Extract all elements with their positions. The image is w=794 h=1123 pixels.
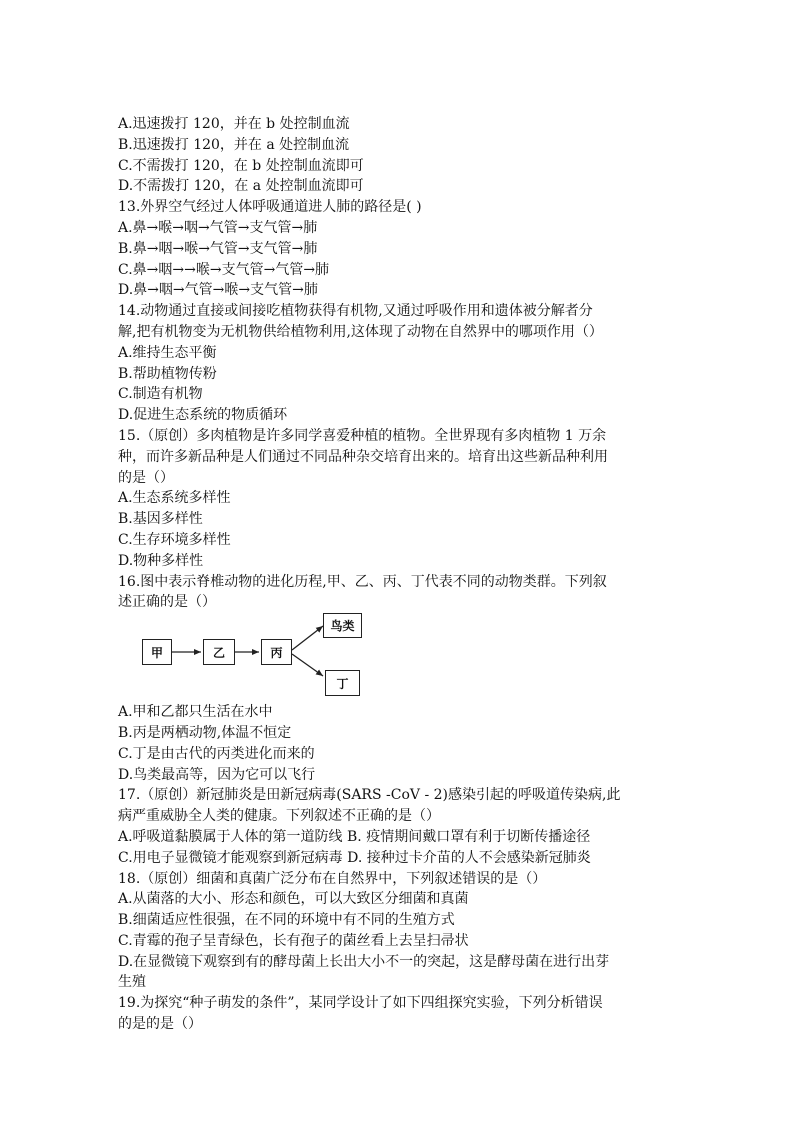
q16-stem-line-2: 述正确的是（） — [118, 594, 216, 611]
q16-option-a: A.甲和乙都只生活在水中 — [118, 704, 273, 721]
q13-option-c: C.鼻→咽→→喉→支气管→气管→肺 — [118, 261, 330, 278]
question-18 — [118, 869, 688, 994]
q16-option-b: B.丙是两栖动物,体温不恒定 — [118, 724, 292, 741]
exam-page — [118, 114, 688, 1035]
q17-stem-line-1: 17.（原创）新冠肺炎是田新冠病毒(SARS -CoV - 2)感染引起的呼吸道传染病,此 — [118, 787, 621, 804]
question-14 — [118, 301, 688, 426]
q15-stem-line-2: 种，而许多新品种是人们通过不同品种杂交培育出来的。培育出这些新品种利用 — [118, 448, 608, 465]
node-ding: 丁 — [325, 670, 360, 696]
q15-option-d: D.物种多样性 — [118, 552, 204, 569]
q12-options — [118, 114, 688, 197]
question-13 — [118, 197, 688, 301]
node-bing: 丙 — [261, 639, 292, 665]
node-niaolei: 鸟类 — [323, 613, 362, 638]
question-17 — [118, 785, 688, 868]
question-19 — [118, 993, 688, 1035]
q13-option-b: B.鼻→咽→喉→气管→支气管→肺 — [118, 240, 318, 257]
arrow-bing-niaolei — [292, 626, 323, 650]
q18-option-a: A.从菌落的大小、形态和颜色，可以大致区分细菌和真菌 — [118, 891, 469, 908]
q14-option-d: D.促进生态系统的物质循环 — [118, 407, 288, 424]
q12-option-a: A.迅速拨打 120，并在 b 处控制血流 — [118, 116, 350, 132]
q15-option-c: C.生存环境多样性 — [118, 531, 231, 548]
q14-stem-line-1: 14.动物通过直接或间接吃植物获得有机物,又通过呼吸作用和遗体被分解者分 — [118, 303, 593, 320]
q17-stem-line-2: 病严重威胁全人类的健康。下列叙述不正确的是（） — [118, 808, 440, 825]
evolution-diagram — [118, 616, 688, 700]
arrow-bing-ding — [292, 654, 323, 676]
q19-stem-line-1: 19.为探究“种子萌发的条件”，某同学设计了如下四组探究实验，下列分析错误 — [118, 995, 603, 1012]
q15-option-a: A.生态系统多样性 — [118, 490, 231, 507]
q14-option-c: C.制造有机物 — [118, 386, 203, 403]
q13-stem: 13.外界空气经过人体呼吸通道进人肺的路径是( ) — [118, 199, 422, 216]
q18-option-b: B.细菌适应性很强，在不同的环境中有不同的生殖方式 — [118, 912, 455, 929]
q15-option-b: B.基因多样性 — [118, 511, 203, 528]
q18-option-d: D.在显微镜下观察到有的酵母菌上长出大小不一的突起，这是酵母菌在进行出芽 — [118, 953, 610, 970]
q12-option-c: C.不需拨打 120，在 b 处控制血流即可 — [118, 157, 364, 174]
question-16 — [118, 572, 688, 786]
q15-stem-line-1: 15.（原创）多肉植物是许多同学喜爱种植的植物。全世界现有多肉植物 1 万余 — [118, 427, 607, 444]
q18-option-c: C.青霉的孢子呈青绿色，长有孢子的菌丝看上去呈扫帚状 — [118, 932, 469, 949]
question-15 — [118, 426, 688, 572]
q13-option-d: D.鼻→咽→气管→喉→支气管→肺 — [118, 282, 318, 299]
q17-options-ab: A.呼吸道黏膜属于人体的第一道防线 B. 疫情期间戴口罩有利于切断传播途径 — [118, 828, 591, 845]
q18-stem: 18.（原创）细菌和真菌广泛分布在自然界中，下列叙述错误的是（） — [118, 870, 547, 887]
node-yi: 乙 — [203, 639, 235, 665]
q18-option-d-continued: 生殖 — [118, 974, 146, 991]
q12-option-b: B.迅速拨打 120，并在 a 处控制血流 — [118, 136, 350, 153]
q17-options-cd: C.用电子显微镜才能观察到新冠病毒 D. 接种过卡介苗的人不会感染新冠肺炎 — [118, 849, 591, 866]
q14-stem-line-2: 解,把有机物变为无机物供给植物利用,这体现了动物在自然界中的哪项作用（） — [118, 323, 603, 340]
q13-option-a: A.鼻→喉→咽→气管→支气管→肺 — [118, 219, 318, 236]
q16-option-c: C.丁是由古代的丙类进化而来的 — [118, 745, 315, 762]
q16-option-d: D.鸟类最高等，因为它可以飞行 — [118, 766, 316, 783]
q12-option-d: D.不需拨打 120，在 a 处控制血流即可 — [118, 178, 364, 195]
q14-option-b: B.帮助植物传粉 — [118, 365, 217, 382]
node-jia: 甲 — [142, 639, 172, 665]
q14-option-a: A.维持生态平衡 — [118, 344, 217, 361]
q15-stem-line-3: 的是（） — [118, 469, 174, 486]
q16-stem-line-1: 16.图中表示脊椎动物的进化历程,甲、乙、丙、丁代表不同的动物类群。下列叙 — [118, 573, 607, 590]
q19-stem-line-2: 的是的是（） — [118, 1016, 202, 1033]
